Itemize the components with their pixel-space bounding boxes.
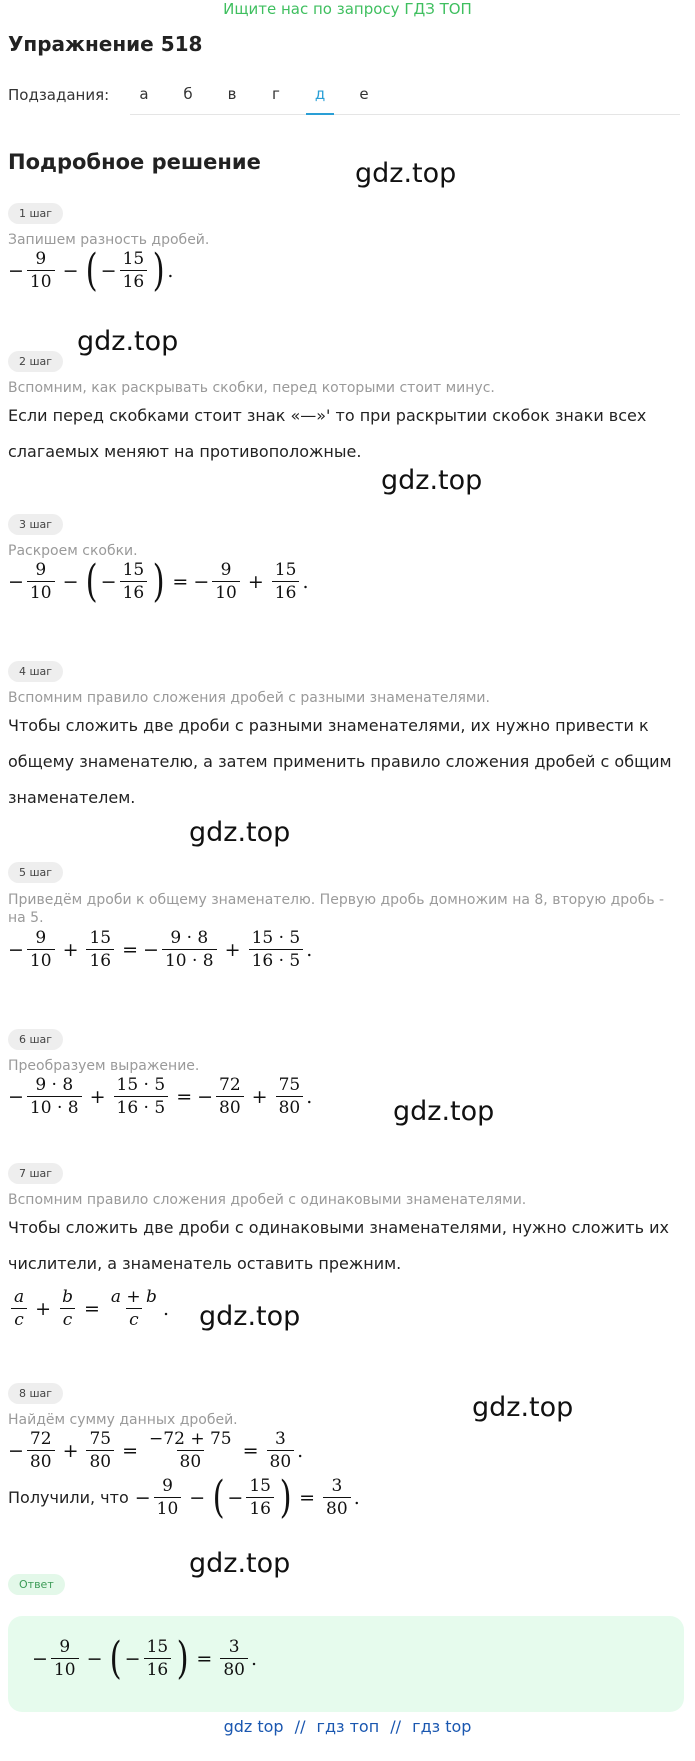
watermark: gdz.top bbox=[199, 1301, 301, 1332]
step-text: Найдём сумму данных дробей. bbox=[8, 1412, 238, 1428]
step-7 bbox=[8, 1162, 688, 1331]
watermark: gdz.top bbox=[381, 465, 483, 496]
watermark: gdz.top bbox=[189, 817, 291, 848]
search-hint[interactable]: Ищите нас по запросу ГДЗ ТОП bbox=[223, 0, 472, 18]
watermark: gdz.top bbox=[472, 1392, 574, 1423]
subtask-tabs bbox=[130, 78, 680, 115]
step-badge: 1 шаг bbox=[8, 203, 63, 224]
answer-formula: − $\frac{9}{10}$ − ( − $\frac{15}{16}$ ) = $\frac{3}{80}$ . bbox=[32, 1632, 257, 1684]
tab-a[interactable]: а bbox=[139, 85, 149, 103]
step-2 bbox=[8, 350, 688, 470]
step-4 bbox=[8, 660, 688, 816]
step-text bbox=[8, 891, 688, 927]
formula: − $\frac{9}{10}$ − ( − $\frac{15}{16}$ ) = − $\frac{9}{10}$ + $\frac{15}{16}$ . bbox=[8, 555, 309, 607]
answer-badge: Ответ bbox=[8, 1574, 65, 1595]
step-badge: 5 шаг bbox=[8, 862, 63, 883]
step-text: Вспомним правило сложения дробей с одинаковыми знаменателями. bbox=[8, 1192, 527, 1208]
step-badge: 4 шаг bbox=[8, 661, 63, 682]
rule-text: числители, а знаменатель оставить прежним. bbox=[8, 1254, 402, 1273]
step-badge: 6 шаг bbox=[8, 1029, 63, 1050]
formula: − $\frac{9 \cdot 8}{10 \cdot 8}$ + $\frac{15 \cdot 5}{16 \cdot 5}$ = − $\frac{72}{80}$ + $\frac{75}{80}$ . bbox=[8, 1075, 313, 1118]
footer-separator: // bbox=[390, 1717, 402, 1736]
tab-e[interactable]: е bbox=[359, 85, 369, 103]
section-title: Подробное решение bbox=[8, 150, 261, 174]
formula: − $\frac{9}{10}$ − ( − $\frac{15}{16}$ ) . bbox=[8, 244, 174, 296]
step-1 bbox=[8, 202, 688, 296]
footer-link[interactable]: гдз топ bbox=[316, 1717, 380, 1736]
step-text: Раскроем скобки. bbox=[8, 543, 138, 559]
footer-link[interactable]: гдз top bbox=[412, 1717, 472, 1736]
rule-text: Если перед скобками стоит знак «—»' то при раскрытии скобок знаки всех bbox=[8, 406, 647, 425]
watermark: gdz.top bbox=[355, 158, 457, 189]
step-text: Вспомним, как раскрывать скобки, перед которыми стоит минус. bbox=[8, 380, 495, 396]
conclusion-formula: Получили, что − $\frac{9}{10}$ − ( − $\frac{15}{16}$ ) = $\frac{3}{80}$ . bbox=[8, 1471, 360, 1523]
footer-link[interactable]: gdz top bbox=[223, 1717, 284, 1736]
tab-b[interactable]: б bbox=[183, 85, 193, 103]
formula: − $\frac{9}{10}$ + $\frac{15}{16}$ = − $\frac{9 \cdot 8}{10 \cdot 8}$ + $\frac{15 \cdot 5}{16 \cdot 5}$ . bbox=[8, 928, 313, 971]
rule-text: слагаемых меняют на противоположные. bbox=[8, 442, 362, 461]
tab-g[interactable]: г bbox=[272, 85, 280, 103]
watermark: gdz.top bbox=[189, 1548, 291, 1579]
step-badge: 8 шаг bbox=[8, 1383, 63, 1404]
step-badge: 2 шаг bbox=[8, 351, 63, 372]
rule-text: Чтобы сложить две дроби с одинаковыми знаменателями, нужно сложить их bbox=[8, 1218, 669, 1237]
step-text-line: Приведём дроби к общему знаменателю. Первую дробь домножим на 8, вторую дробь - bbox=[8, 892, 665, 908]
conclusion-text: Получили, что bbox=[8, 1488, 129, 1507]
page-title: Упражнение 518 bbox=[8, 32, 203, 56]
answer-label bbox=[8, 1573, 65, 1595]
step-6 bbox=[8, 1028, 688, 1119]
tab-v[interactable]: в bbox=[227, 85, 237, 103]
footer-separator: // bbox=[294, 1717, 306, 1736]
step-text: Вспомним правило сложения дробей с разными знаменателями. bbox=[8, 690, 490, 706]
subtasks-label: Подзадания: bbox=[8, 86, 110, 104]
footer-links bbox=[0, 1717, 695, 1736]
step-badge: 3 шаг bbox=[8, 514, 63, 535]
step-text: Преобразуем выражение. bbox=[8, 1058, 200, 1074]
rule-text: знаменателем. bbox=[8, 788, 136, 807]
step-text: Запишем разность дробей. bbox=[8, 232, 210, 248]
answer-box bbox=[8, 1616, 684, 1712]
step-8 bbox=[8, 1382, 688, 1523]
rule-text: Чтобы сложить две дроби с разными знаменателями, их нужно привести к bbox=[8, 716, 649, 735]
step-text-line: на 5. bbox=[8, 910, 44, 926]
step-badge: 7 шаг bbox=[8, 1163, 63, 1184]
step-5 bbox=[8, 861, 688, 972]
tab-d[interactable]: д bbox=[306, 85, 334, 115]
step-3 bbox=[8, 513, 688, 607]
watermark: gdz.top bbox=[77, 326, 179, 357]
watermark: gdz.top bbox=[393, 1096, 495, 1127]
rule-text: общему знаменателю, а затем применить правило сложения дробей с общим bbox=[8, 752, 672, 771]
formula: − $\frac{72}{80}$ + $\frac{75}{80}$ = $\frac{-72 + 75}{80}$ = $\frac{3}{80}$ . bbox=[8, 1429, 304, 1472]
formula: $\frac{a}{c}$ + $\frac{b}{c}$ = $\frac{a + b}{c}$ . bbox=[8, 1286, 688, 1331]
